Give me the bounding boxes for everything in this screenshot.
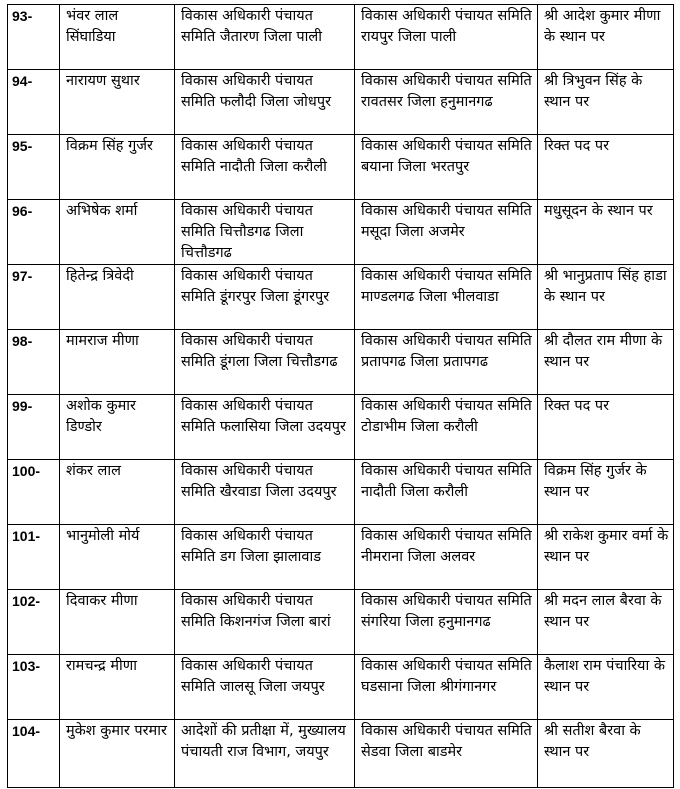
officer-name: विक्रम सिंह गुर्जर <box>60 135 175 200</box>
new-posting: विकास अधिकारी पंचायत समिति बयाना जिला भरतपुर <box>355 135 538 200</box>
remark: श्री सतीश बैरवा के स्थान पर <box>538 720 674 788</box>
current-posting: विकास अधिकारी पंचायत समिति चित्तौडगढ जिला चित्तौडगढ <box>175 200 355 265</box>
new-posting: विकास अधिकारी पंचायत समिति घडसाना जिला श्रीगंगानगर <box>355 655 538 720</box>
table-row <box>8 5 674 70</box>
table-row <box>8 590 674 655</box>
new-posting: विकास अधिकारी पंचायत समिति सेडवा जिला बाडमेर <box>355 720 538 788</box>
remark: श्री त्रिभुवन सिंह के स्थान पर <box>538 70 674 135</box>
current-posting: विकास अधिकारी पंचायत समिति डूंगला जिला चित्तौडगढ <box>175 330 355 395</box>
remark: श्री आदेश कुमार मीणा के स्थान पर <box>538 5 674 70</box>
table-row <box>8 655 674 720</box>
serial-number: 93- <box>8 5 60 70</box>
current-posting: आदेशों की प्रतीक्षा में, मुख्यालय पंचायती राज विभाग, जयपुर <box>175 720 355 788</box>
officer-name: अभिषेक शर्मा <box>60 200 175 265</box>
remark: श्री भानुप्रताप सिंह हाडा के स्थान पर <box>538 265 674 330</box>
serial-number: 104- <box>8 720 60 788</box>
current-posting: विकास अधिकारी पंचायत समिति डूंगरपुर जिला डूंगरपुर <box>175 265 355 330</box>
serial-number: 97- <box>8 265 60 330</box>
officer-name: अशोक कुमार डिण्डोर <box>60 395 175 460</box>
current-posting: विकास अधिकारी पंचायत समिति खैरवाडा जिला उदयपुर <box>175 460 355 525</box>
remark: श्री दौलत राम मीणा के स्थान पर <box>538 330 674 395</box>
remark: श्री राकेश कुमार वर्मा के स्थान पर <box>538 525 674 590</box>
serial-number: 98- <box>8 330 60 395</box>
table-row <box>8 720 674 788</box>
table-row <box>8 265 674 330</box>
officer-name: हितेन्द्र त्रिवेदी <box>60 265 175 330</box>
current-posting: विकास अधिकारी पंचायत समिति फलौदी जिला जोधपुर <box>175 70 355 135</box>
new-posting: विकास अधिकारी पंचायत समिति टोडाभीम जिला करौली <box>355 395 538 460</box>
table-row <box>8 200 674 265</box>
new-posting: विकास अधिकारी पंचायत समिति रावतसर जिला हनुमानगढ <box>355 70 538 135</box>
current-posting: विकास अधिकारी पंचायत समिति किशनगंज जिला बारां <box>175 590 355 655</box>
new-posting: विकास अधिकारी पंचायत समिति माण्डलगढ जिला भीलवाडा <box>355 265 538 330</box>
remark: रिक्त पद पर <box>538 135 674 200</box>
current-posting: विकास अधिकारी पंचायत समिति जैतारण जिला पाली <box>175 5 355 70</box>
officer-name: दिवाकर मीणा <box>60 590 175 655</box>
remark: श्री मदन लाल बैरवा के स्थान पर <box>538 590 674 655</box>
remark: मधुसूदन के स्थान पर <box>538 200 674 265</box>
current-posting: विकास अधिकारी पंचायत समिति जालसू जिला जयपुर <box>175 655 355 720</box>
remark: कैलाश राम पंचारिया के स्थान पर <box>538 655 674 720</box>
new-posting: विकास अधिकारी पंचायत समिति प्रतापगढ जिला प्रतापगढ <box>355 330 538 395</box>
table-row <box>8 460 674 525</box>
table-row <box>8 70 674 135</box>
table-row <box>8 135 674 200</box>
serial-number: 99- <box>8 395 60 460</box>
current-posting: विकास अधिकारी पंचायत समिति नादौती जिला करौली <box>175 135 355 200</box>
remark: रिक्त पद पर <box>538 395 674 460</box>
officer-name: भानुमोली मोर्य <box>60 525 175 590</box>
serial-number: 100- <box>8 460 60 525</box>
officer-name: नारायण सुथार <box>60 70 175 135</box>
new-posting: विकास अधिकारी पंचायत समिति नादौती जिला करौली <box>355 460 538 525</box>
officer-name: रामचन्द्र मीणा <box>60 655 175 720</box>
serial-number: 102- <box>8 590 60 655</box>
table-row <box>8 525 674 590</box>
serial-number: 95- <box>8 135 60 200</box>
new-posting: विकास अधिकारी पंचायत समिति रायपुर जिला पाली <box>355 5 538 70</box>
table-row <box>8 330 674 395</box>
new-posting: विकास अधिकारी पंचायत समिति नीमराना जिला अलवर <box>355 525 538 590</box>
serial-number: 96- <box>8 200 60 265</box>
current-posting: विकास अधिकारी पंचायत समिति फलासिया जिला उदयपुर <box>175 395 355 460</box>
transfer-table-body <box>8 5 674 788</box>
officer-name: मुकेश कुमार परमार <box>60 720 175 788</box>
officer-name: भंवर लाल सिंघाडिया <box>60 5 175 70</box>
serial-number: 103- <box>8 655 60 720</box>
current-posting: विकास अधिकारी पंचायत समिति डग जिला झालावाड <box>175 525 355 590</box>
officer-name: मामराज मीणा <box>60 330 175 395</box>
table-row <box>8 395 674 460</box>
remark: विक्रम सिंह गुर्जर के स्थान पर <box>538 460 674 525</box>
serial-number: 94- <box>8 70 60 135</box>
serial-number: 101- <box>8 525 60 590</box>
new-posting: विकास अधिकारी पंचायत समिति संगरिया जिला हनुमानगढ <box>355 590 538 655</box>
new-posting: विकास अधिकारी पंचायत समिति मसूदा जिला अजमेर <box>355 200 538 265</box>
transfer-table <box>7 4 674 788</box>
officer-name: शंकर लाल <box>60 460 175 525</box>
